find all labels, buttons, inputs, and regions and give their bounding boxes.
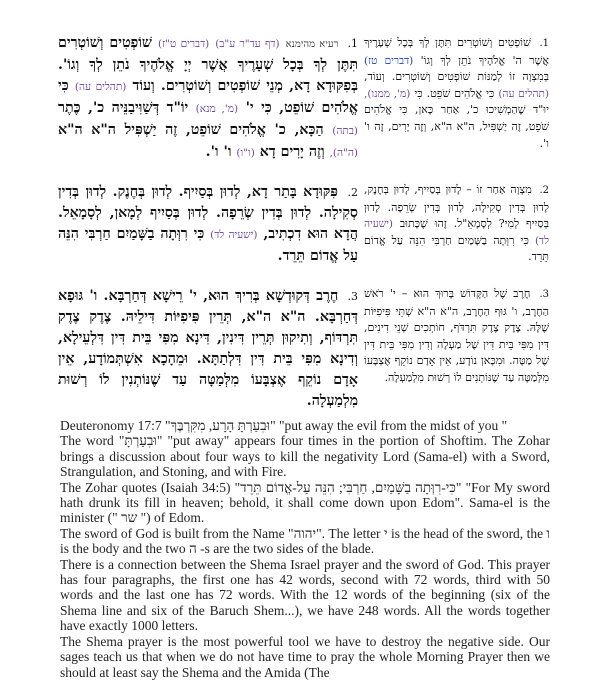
- paragraph-number: 2.: [347, 186, 358, 199]
- commentary-line: There is a connection between the Shema Israel prayer and the sword of God. This prayer has four paragraphs, the first one has 42 words, second with 72 words, third with 50 words and the last one has 72 words. With the 12 words of the beginning (six of the Shema line and six of the Baruch Shem...), we have 248 words. All the words together have exactly 1000 letters.: [60, 556, 550, 634]
- paragraph-text: בְּמִצְוָה זוֹ לְמַנּוֹת שׁוֹפְטִים וְשׁוֹטְרִים. וְעוֹד,: [364, 70, 549, 84]
- zohar-paragraph-2: [58, 182, 358, 267]
- zohar-paragraph-3: [58, 286, 358, 412]
- commentary-line: The sword of God is built from the Name "יהוה". The letter י is the head of the sword, the ו is the body and the two ה -s are the two sides of the blade.: [60, 525, 550, 557]
- paragraph-text: כִּי אֱלֹהִים שֹׁפֵט. כִּי: [414, 86, 495, 100]
- translation-paragraph-1: [364, 35, 549, 152]
- paragraph-text: שׁוֹפְטִים וְשׁוֹטְרִים תִּתֶּן לְךָ בְּכָל שְׁעָרֶיךָ אֲשֶׁר יְיָ אֱלֹהֶיךָ נֹתֵן לְךָ וְגוֹ'. בְּפִקּוּדָא דָא, מְנֵי שׁוֹפְטִים וְשׁוֹטְרִים. וְעוֹד: [58, 35, 358, 94]
- verse-reference: (מ', מנא): [195, 103, 239, 115]
- verse-reference: (תהלים עה): [74, 81, 127, 93]
- verse-reference: (ה"ה),: [329, 147, 358, 159]
- paragraph-text: כִּי רִוְּתָה בַשָּׁמַיִם חַרְבִּי הִנֵּה עַל אֱדוֹם תֵּרֵד.: [58, 226, 358, 264]
- paragraph-text: הַכָּא, כ' אֱלֹהִים שׁוֹפֵט, זֶה יַשְׁפִּיל ה"א ה"א: [58, 122, 324, 138]
- paragraph-text: מִצְוָה אַחַר זוֹ – לָדוּן בְּסַיִיף, לָדוּן בְּחֶנֶק, לָדוּן בְּדִין סְקִילָה, לָדוּן בְּדִין שְׂרֵפָה. לָדוּן בְּסַיִיף לְמִי? לְסָמָאֵ"ל. זֶהוּ שֶׁכָּתוּב: [364, 183, 549, 231]
- translation-paragraph-2: [364, 182, 549, 266]
- paragraph-number: 1.: [539, 38, 549, 49]
- paragraph-number: 3.: [539, 289, 549, 300]
- paragraph-text: חֶרֶב שֶׁל הַקָּדוֹשׁ בָּרוּךְ הוּא – י' רֹאשׁ הַחֶרֶב, ו' גּוּף הַחֶרֶב, ה"א ה"א שְׁתֵּי פִּיפִיּוֹת שֶׁלָּהּ. צֶדֶק צֶדֶק תִּרְדֹּף, חוֹתְכִים שְׁנֵי דִינִים, דִּין מִפִּי בֵּית דִּין שֶׁל מַעְלָה וְדִין מִפִּי בֵּית דִּין שֶׁל מַטָּה. וּמִכָּאן נוֹדָע, אֵין אָדָם נוֹקֵף אֶצְבָּעוֹ מִלְּמַטָּה עַד שֶׁנּוֹתְנִים לוֹ רְשׁוּת מִלְמַעְלָה.: [364, 287, 549, 384]
- paragraph-number: 1.: [347, 37, 358, 50]
- commentary-line: The Shema prayer is the most powerful tool we have to destroy the negative side. Our sages teach us that when we do not have time to pray the whole Morning Prayer then we should at least say the Shema and the Amida (The: [60, 633, 550, 680]
- paragraph-number: 3.: [347, 290, 358, 303]
- verse-reference: (מ', ממנו),: [364, 87, 411, 100]
- source-label: רעיא מהימנא: [285, 39, 339, 50]
- verse-reference: (דברים טז): [364, 54, 414, 67]
- paragraph-text: ו' ו'.: [205, 144, 232, 160]
- verse-reference: (ישעיה לד): [210, 229, 258, 241]
- commentary-line: The Zohar quotes (Isaiah 34:5) "כִּי-רִוְּתָה בַשָּׁמַיִם, חַרְבִּי; הִנֵּה עַל-אֱדוֹם תֵּרֵד" "For My sword hath drunk its fill in heaven; behold, it shall come down upon Edom". Sama-el is the minister (" שר ") of Edom.: [60, 479, 550, 526]
- translation-paragraph-3: [364, 286, 549, 387]
- verse-reference: (דברים ט"ז): [157, 38, 210, 50]
- paragraph-text: שׁוֹפְטִים וְשׁוֹטְרִים תִּתֶּן לְךָ בְּכָל שְׁעָרֶיךָ אֲשֶׁר ה' אֱלֹהֶיךָ נֹתֵן לְךָ וְגוֹ': [364, 36, 549, 67]
- commentary-line: The word "וּבִעַרְתָּ" "put away" appears four times in the portion of Shoftim. The Zohar brings a discussion about four ways to kill the negativity Lord (Sama-el) with a Sword, Strangulation, and Stoning, and with Fire.: [60, 433, 551, 480]
- paragraph-text: וְזֶה יָרִים דָא: [259, 144, 325, 160]
- verse-reference: (בתה): [332, 125, 358, 137]
- paragraph-text: יוּ"ד שֶׁהַמְשִׁיכוּ כ', אַחַר כָּאן, כִּי אֱלֹהִים שֹׁפֵט, זֶה יַשְׁפִּיל, ה"א ה"א, וְזֶה יָרִים, זֶה ו' ו'.: [364, 103, 549, 150]
- paragraph-text: חֶרֶב דְּקוּדְשָׁא בְּרִיךְ הוּא, י' רֵישָׁא דְּחַרְבָּא. ו' גּוּפָא דְּחַרְבָּא. ה"א ה"א, תְּרֵין פִּיפִיּוֹת דִּילֵיהּ. צֶדֶק צֶדֶק תִּרְדּוֹף, וְתִיקוּן תְּרֵין דִּינִין, דִּינָא מִפִּי בֵּית דִּין דִּלְעֵילָא, וְדִינָא מִפִּי בֵּית דִּין דִּלְתַתָּא. וּמֵהָכָא אִשְׁתְּמוֹדָע, אֵין אָדָם נוֹקֵף אֶצְבָּעוֹ מִלְּמַטָּה עַד שֶׁנּוֹתְנִין לוֹ רְשׁוּת מִלְמַעְלָה.: [58, 288, 358, 409]
- paragraph-text: כִּי רִוְּתָה בַשָּׁמַיִם חַרְבִּי הִנֵּה עַל אֱדוֹם תֵּרֵד.: [364, 233, 549, 264]
- zohar-paragraph-1: [58, 33, 358, 164]
- daf-reference: (דף עד"ר ע"ב): [215, 38, 280, 50]
- paragraph-text: כִּי אֱלֹהִים שׁוֹפֵט, כִּי י': [58, 78, 358, 116]
- commentary-line: Deuteronomy 17:7 "וּבִעַרְתָּ הָרָע, מִקִּרְבֶּךָ" "put away the evil from the midst of you ": [60, 418, 508, 433]
- verse-reference: (ישעיה לד): [364, 218, 550, 247]
- paragraph-text: פִּקּוּדָא בָּתַר דָא, לְדוּן בְּסַיִיף. לְדוּן בְּחֶנֶק. לְדוּן בְּדִין סְקִילָה. לְדוּן בְּדִין שְׂרֵפָה. לְדוּן בְּסַיִיף לְמָאן, לְסָמָאֵל. הֲדָא הוּא דִכְתִיב,: [58, 184, 358, 242]
- verse-reference: (תהלים עה): [498, 87, 549, 100]
- english-commentary: [60, 418, 550, 680]
- paragraph-text: יוֹ"ד דְּשַׁוִּיבַנֵּיה כ', כֶּתֶר: [58, 100, 189, 116]
- verse-reference: (ו"ו): [236, 147, 255, 159]
- paragraph-number: 2.: [539, 185, 549, 196]
